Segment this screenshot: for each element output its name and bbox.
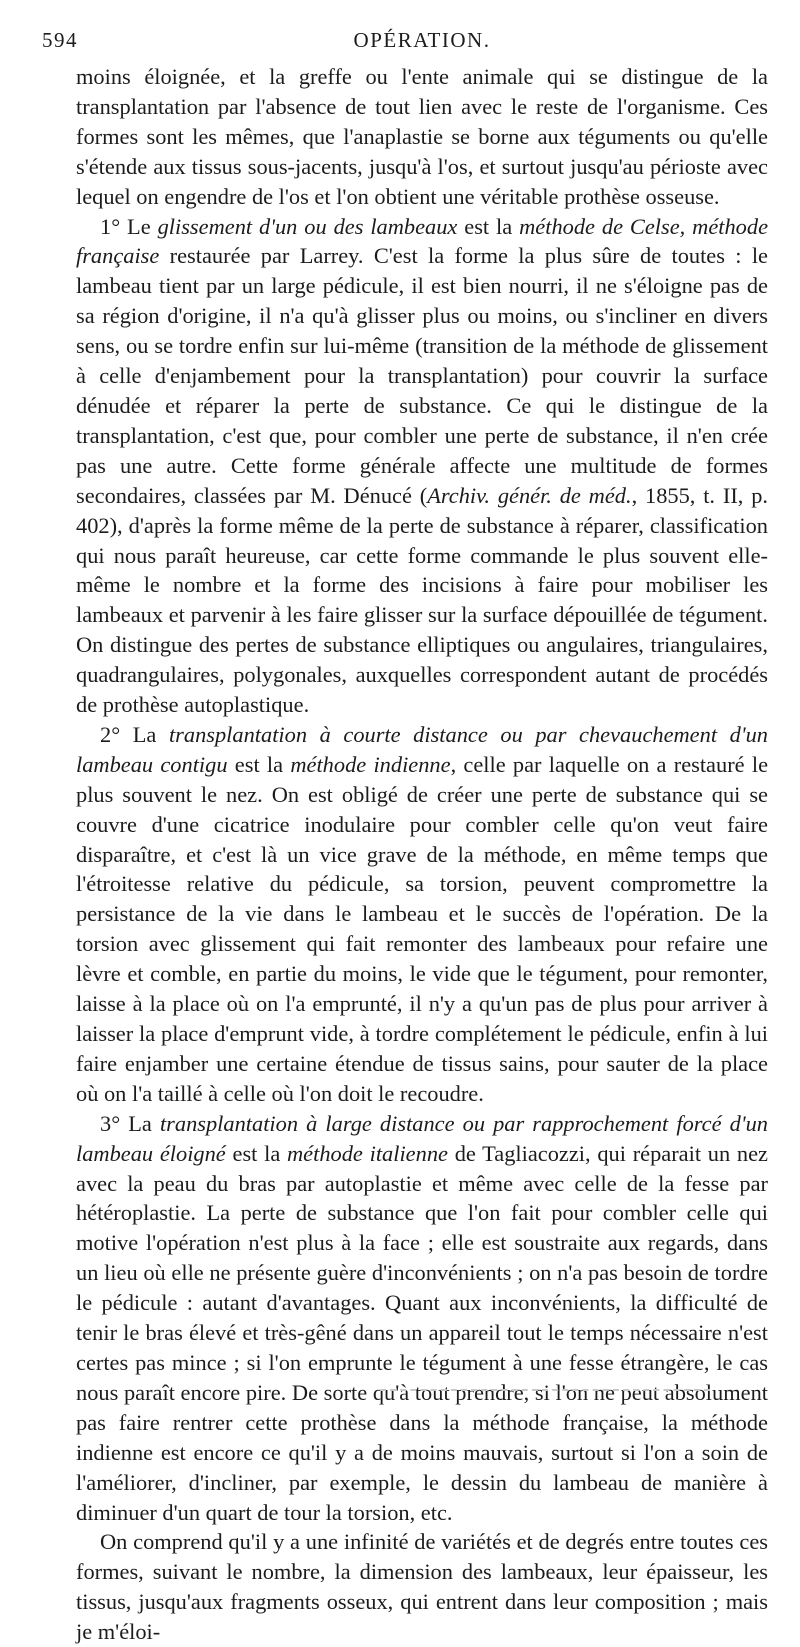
italic-run: méthode indienne	[290, 751, 451, 777]
text-run: de Tagliacozzi, qui réparait un nez avec la peau du bras par autoplastie et même avec celle de la fesse par hétéroplastie. La perte de substance que l'on fait pour combler celle qui motive l'opération n'est plus à la face ; elle est soustraite aux regards, dans un lieu où elle ne présente guère d'inconvénients ; on n'a pas besoin de tordre le pédicule : autant d'avantages. Quant aux inconvénients, la difficulté de tenir le bras élevé et très-gêné dans un appareil tout le temps nécessaire n'est certes pas mince ; si l'on emprunte le tégument à une fesse étrangère, le cas nous paraît encore pire. De sorte qu'à tout prendre, si l'on ne peut absolument pas faire rentrer cette prothèse dans la méthode française, la méthode indienne est encore ce qu'il y a de moins mauvais, surtout si l'on a soin de l'améliorer, d'incliner, par exemple, le dessin du lambeau de manière à diminuer d'un quart de tour la torsion, etc.	[76, 1140, 768, 1525]
text-run: moins éloignée, et la greffe ou l'ente animale qui se distingue de la transplantation par l'absence de tout lien avec le reste de l'organisme. Ces formes sont les mêmes, que l'anaplastie se borne aux téguments ou qu'elle s'étende aux tissus sous-jacents, jusqu'à l'os, et surtout jusqu'au périoste avec lequel on engendre de l'os et l'on obtient une véritable prothèse osseuse.	[76, 64, 768, 209]
text-run: est la	[225, 1140, 288, 1166]
paragraph	[76, 720, 768, 1109]
text-run: , celle par laquelle on a restauré le plus souvent le nez. On est obligé de créer une perte de substance qui se couvre d'une cicatrice inodulaire pour combler celle qu'on veut faire disparaître, et c'est là un vice grave de la méthode, en même temps que l'étroitesse relative du pédicule, sa torsion, peuvent compromettre la persistance de la vie dans le lambeau et le succès de l'opération. De la torsion avec glissement qui fait remonter des lambeaux pour refaire une lèvre et comble, en partie du moins, le vide que le tégument, pour remonter, laisse à la place où on l'a emprunté, il n'y a qu'un pas de plus pour arriver à laisser la place d'emprunt vide, à tordre complétement le pédicule, enfin à lui faire enjamber une certaine étendue de tissus sains, pour sauter de la place où on l'a taillé à celle où l'on doit le recoudre.	[76, 751, 769, 1106]
text-run: 2° La	[100, 721, 169, 747]
running-title: OPÉRATION.	[353, 28, 491, 52]
page-bottom-rule	[380, 1389, 710, 1393]
paragraph	[76, 1109, 768, 1528]
body-text	[76, 62, 768, 1647]
text-run: 1° Le	[100, 213, 158, 239]
page-header	[42, 28, 768, 62]
text-run: , 1855, t. II, p. 402), d'après la forme même de la perte de substance à réparer, classification qui nous paraît heureuse, car cette forme commande le plus souvent elle-même le nombre et la forme des incisions à faire pour mobiliser les lambeaux et parvenir à les faire glisser sur la surface dépouillée de tégument. On distingue des pertes de substance elliptiques ou angulaires, triangulaires, quadrangulaires, polygonales, auxquelles correspondent autant de procédés de prothèse autoplastique.	[76, 482, 768, 718]
italic-run: glissement d'un ou des lambeaux	[157, 213, 458, 239]
text-run: est la	[227, 751, 291, 777]
text-run: On comprend qu'il y a une infinité de variétés et de degrés entre toutes ces formes, suivant le nombre, la dimension des lambeaux, leur épaisseur, les tissus, jusqu'aux fragments osseux, qui entrent dans leur composition ; mais je m'éloi-	[76, 1529, 768, 1645]
italic-run: transplantation à large distance ou par rapprochement forcé d'un lambeau éloigné	[76, 1110, 769, 1166]
text-run: 3° La	[100, 1110, 160, 1136]
paragraph	[76, 212, 768, 720]
italic-run: transplantation à courte distance ou par chevauchement d'un lambeau contigu	[76, 721, 768, 777]
paragraph	[76, 62, 768, 212]
text-run: est la	[457, 213, 520, 239]
book-page	[42, 28, 769, 1647]
paragraph	[76, 1527, 768, 1647]
italic-run: méthode italienne	[287, 1140, 448, 1166]
italic-run: Archiv. génér. de méd.	[427, 482, 632, 508]
page-number: 594	[42, 28, 78, 52]
italic-run: méthode de Celse, méthode française	[76, 213, 769, 269]
text-run: restaurée par Larrey. C'est la forme la plus sûre de toutes : le lambeau tient par un large pédicule, il est bien nourri, il ne s'éloigne pas de sa région d'origine, il n'a qu'à glisser plus ou moins, ou s'incliner en divers sens, ou se tordre enfin sur lui-même (transition de la méthode de glissement à celle d'enjambement pour la transplantation) pour couvrir la surface dénudée et réparer la perte de substance. Ce qui le distingue de la transplantation, c'est que, pour combler une perte de substance, il n'en crée pas une autre. Cette forme générale affecte une multitude de formes secondaires, classées par M. Dénucé (	[76, 243, 768, 508]
